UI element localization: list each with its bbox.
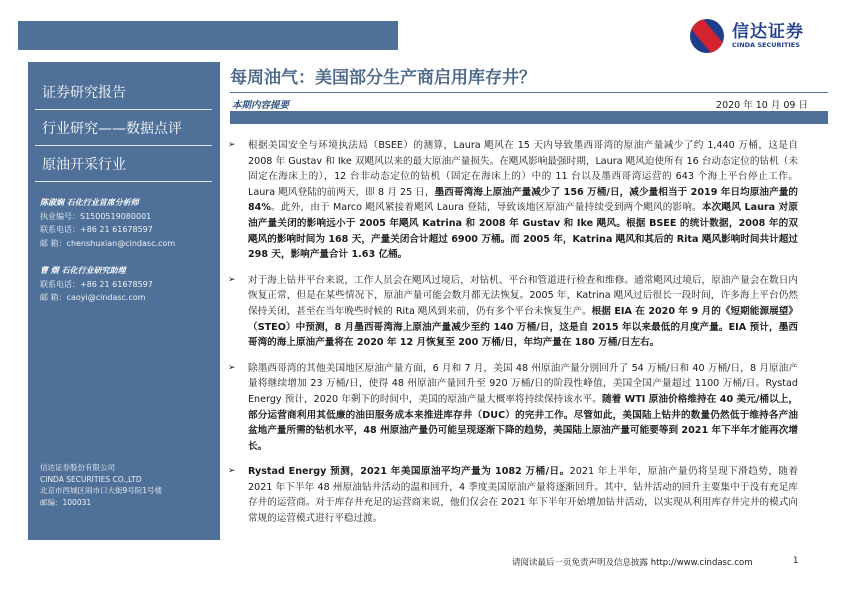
analyst-1-phone: 联系电话：+86 21 61678597	[40, 225, 153, 234]
report-date: 2020 年 10 月 09 日	[716, 100, 808, 111]
company-name-en: CINDA SECURITIES CO.,LTD	[40, 474, 142, 484]
summary-content	[228, 138, 799, 537]
arrow-bullet-icon: ➢	[228, 140, 236, 150]
bullet-item: ➢ Rystad Energy 预测，2021 年美国原油平均产量为 1082 万桶/日。2021 年上半年，原油产量仍将呈现下滑趋势，随着 2021 年下半年 48 州原油钻井活动的温和回升，4 季度美国原油产量将逐渐回升。其中，钻井活动的回升主要集中于没有充足库存井的运营商。对于库存井充足的运营商来说，他们仅会在 2021 年下半年开始增加钻井活动，以实现从利用库存井完井的模式向常规的运营模式进行平稳过渡。	[228, 466, 799, 525]
cinda-logo-icon	[690, 19, 724, 53]
arrow-bullet-icon: ➢	[228, 466, 236, 477]
company-postcode: 邮编：100031	[40, 497, 92, 507]
logo-en: CINDA SECURITIES	[732, 40, 800, 49]
page-title: 每周油气：美国部分生产商启用库存井？	[230, 68, 536, 88]
section-band	[230, 111, 828, 124]
analyst-1-email[interactable]: 邮 箱：chenshuxian@cindasc.com	[40, 238, 176, 248]
bullet-item: ➢ 对于海上钻井平台来说，工作人员会在飓风过境后，对钻机、平台和管道进行检查和维修。通常飓风过境后，原油产量会在数日内恢复正常，但是在某些情况下，原油产量可能会数月都无法恢复。2005 年，Katrina 飓风过后很长一段时间，许多海上平台仍然保持关闭，甚至在当年晚些时候的 Rita 飓风到来前，仍有多个平台未恢复生产。根据 EIA 在 2020 年 9 月的《短期能源展望》（STEO）中预测，8 月墨西哥湾海上原油产量减少至约 140 万桶/日，这是自 2015 年以来最低的月度产量。EIA 预计，墨西哥湾的海上原油产量将在 2020 年 12 月恢复至 200 万桶/日，年均产量在 180 万桶/日左右。	[228, 274, 798, 349]
arrow-bullet-icon: ➢	[228, 274, 236, 285]
divider	[35, 181, 212, 182]
section-subhead: 本期内容提要	[232, 100, 290, 111]
divider	[35, 145, 212, 146]
category-research-type: 行业研究——数据点评	[42, 121, 182, 137]
logo-cn: 信达证券	[732, 21, 804, 42]
sidebar	[28, 62, 220, 540]
analyst-2-name: 曹 熠 石化行业研究助理	[40, 266, 126, 275]
analyst-1-name: 陈淑娴 石化行业首席分析师	[40, 198, 139, 207]
bullet-item: ➢ 除墨西哥湾的其他美国地区原油产量方面，6 月和 7 月，美国 48 州原油产量分别回升了 54 万桶/日和 40 万桶/日，8 月原油产量将继续增加 23 万桶/日，使得 48 州原油产量回升至 920 万桶/日的阶段性峰值，美国全国产量超过 1100 万桶/日。Rystad Energy 预计，2020 年剩下的时间中，美国的原油产量大概率将持续保持该水平。随着 WTI 原油价格维持在 40 美元/桶以上，部分运营商利用其低廉的油田服务成本来推进库存井（DUC）的完井工作。尽管如此，美国陆上钻井的数量仍然低于维持各产油盆地产量所需的钻机水平，48 州原油产量仍可能呈现逐渐下降的趋势，美国陆上原油产量可能要等到 2021 年下半年才能再次增长。	[228, 362, 798, 452]
divider	[35, 109, 212, 110]
page-number: 1	[793, 556, 799, 566]
disclaimer-link[interactable]: 请阅读最后一页免责声明及信息披露 http://www.cindasc.com	[512, 558, 753, 568]
analyst-2-phone: 联系电话：+86 21 61678597	[40, 279, 153, 289]
title-divider	[230, 92, 828, 93]
company-address: 北京市西城区闹市口大街9号院1号楼	[40, 486, 163, 495]
category-industry: 原油开采行业	[42, 157, 126, 173]
company-name-cn: 信达证券股份有限公司	[40, 463, 115, 472]
analyst-info	[28, 188, 220, 305]
arrow-bullet-icon: ➢	[228, 362, 236, 373]
analyst-2-email[interactable]: 邮 箱：caoyi@cindasc.com	[40, 293, 146, 302]
category-report-type: 证券研究报告	[42, 85, 126, 101]
analyst-1-license: 执业编号：S1500519080001	[40, 211, 152, 221]
company-info	[40, 462, 162, 508]
cinda-logo	[690, 16, 830, 56]
bullet-item: ➢ 根据美国安全与环境执法局（BSEE）的测算，Laura 飓风在 15 天内导致墨西哥湾的原油产量减少了约 1,440 万桶，这是自 2008 年 Gustav 和 Ike 双飓风以来的最大原油产量损失。在飓风影响最强时期，Laura 飓风迫使所有 16 台动态定位的钻机（未固定在海床上的），12 台非动态定位的钻机（固定在海床上的）中的 11 台以及墨西哥湾运营的 643 个海上平台停止工作。Laura 飓风登陆的前两天，即 8 月 25 日，墨西哥湾海上原油产量减少了 156 万桶/日，减少量相当于 2019 年日均原油产量的 84%。此外，由于 Marco 飓风紧接着飓风 Laura 登陆，导致该地区原油产量持续受到两个飓风的影响。本次飓风 Laura 对原油产量关闭的影响远小于 2005 年飓风 Katrina 和 2008 年 Gustav 和 Ike 飓风。根据 BSEE 的统计数据，2008 年的双飓风的影响时间为 168 天，产量关闭合计超过 6900 万桶。而 2005 年，Katrina 飓风和其后的 Rita 飓风影响时间共计超过 298 天，影响产量合计 1.63 亿桶。	[228, 140, 799, 261]
